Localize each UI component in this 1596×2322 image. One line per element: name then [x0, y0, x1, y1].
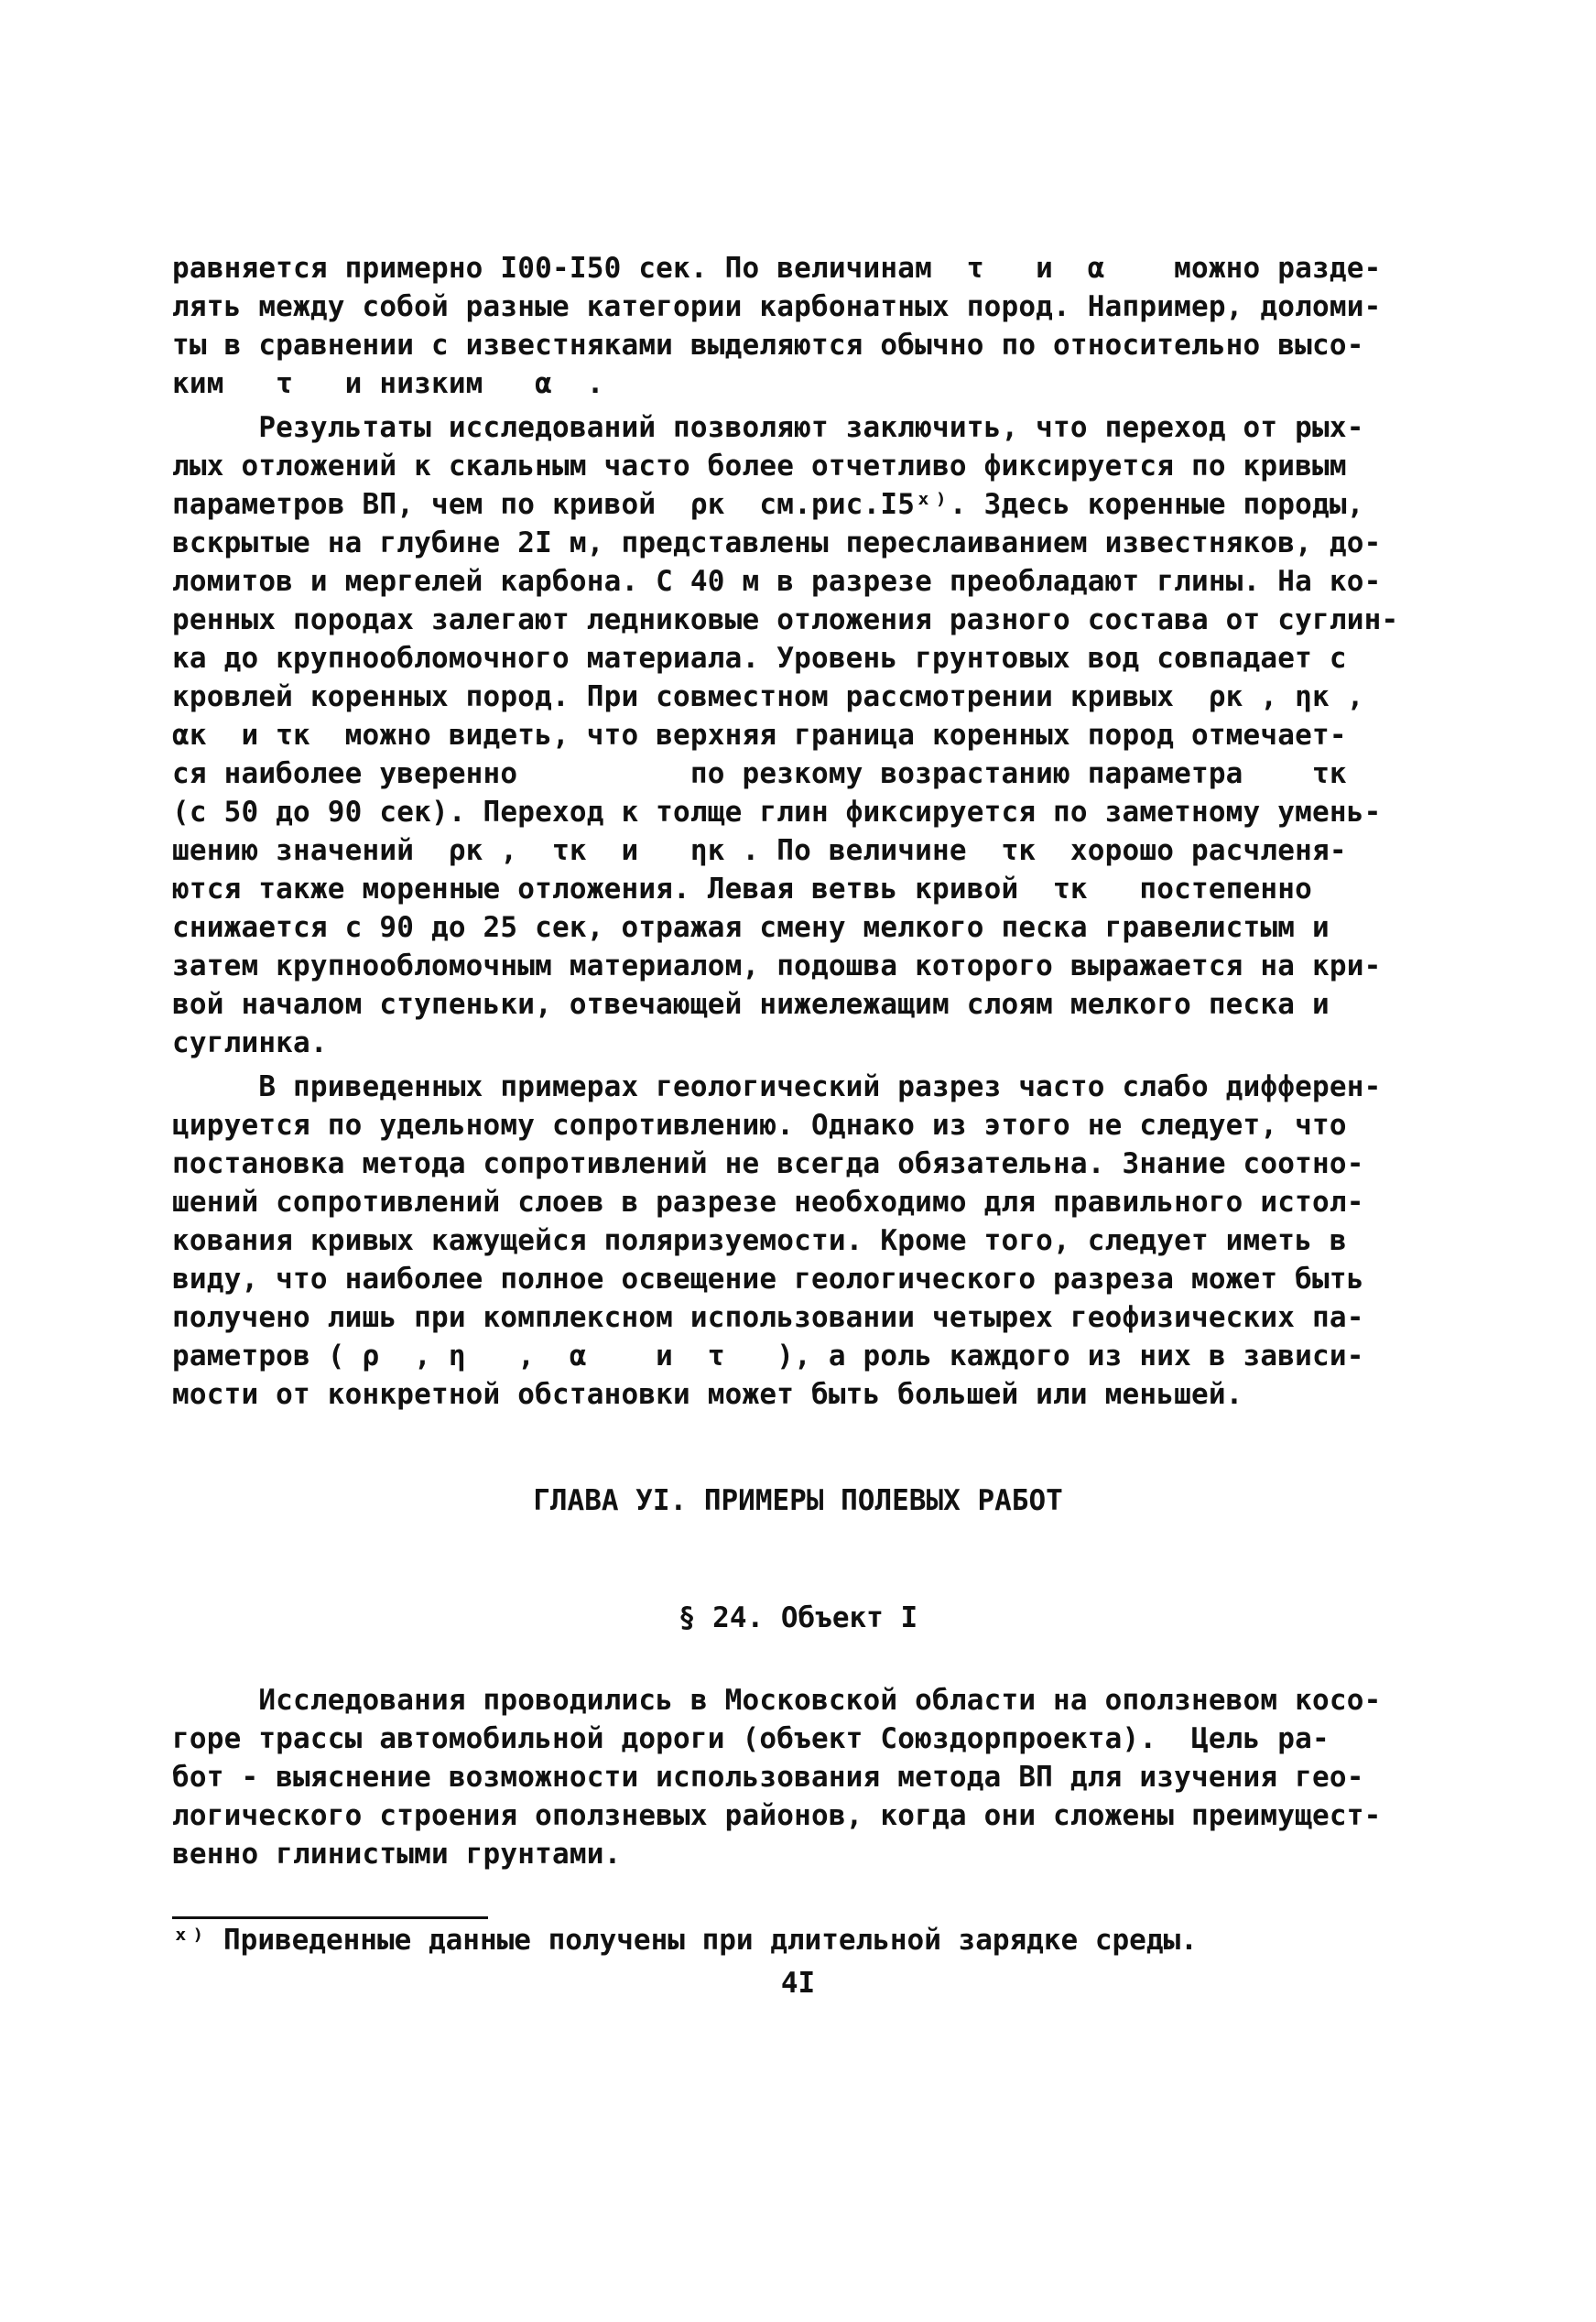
text-line: ся наиболее уверенно по резкому возрастанию параметра τк: [172, 757, 1347, 790]
text-line: кования кривых кажущейся поляризуемости. Кроме того, следует иметь в: [172, 1224, 1347, 1257]
text-line: ким τ и низким α .: [172, 367, 604, 400]
text-line: Результаты исследований позволяют заключить, что переход от рых-: [172, 411, 1364, 444]
text-line: равняется примерно I00-I50 сек. По величинам τ и α можно разде-: [172, 252, 1382, 285]
text-line: цируется по удельному сопротивлению. Однако из этого не следует, что: [172, 1109, 1347, 1142]
text-line: шений сопротивлений слоев в разрезе необходимо для правильного истол-: [172, 1186, 1364, 1219]
text-line: Исследования проводились в Московской области на оползневом косо-: [172, 1684, 1382, 1717]
text-line: вой началом ступеньки, отвечающей нижележащим слоям мелкого песка и: [172, 988, 1330, 1021]
text-line: постановка метода сопротивлений не всегда обязательна. Знание соотно-: [172, 1147, 1364, 1180]
text-line: горе трассы автомобильной дороги (объект Союздорпроекта). Цель ра-: [172, 1722, 1330, 1755]
text-line: ты в сравнении с известняками выделяются обычно по относительно высо-: [172, 329, 1364, 362]
text-line: (с 50 до 90 сек). Переход к толще глин фиксируется по заметному умень-: [172, 796, 1382, 829]
text-line: мости от конкретной обстановки может быть большей или меньшей.: [172, 1378, 1243, 1411]
text-line: шению значений ρк , τк и ηк . По величине τк хорошо расчленя-: [172, 834, 1347, 867]
text-line: затем крупнообломочным материалом, подошва которого выражается на кри-: [172, 949, 1382, 982]
text-line: ломитов и мергелей карбона. С 40 м в разрезе преобладают глины. На ко-: [172, 565, 1382, 598]
text-line: виду, что наиболее полное освещение геологического разреза может быть: [172, 1263, 1364, 1296]
text-line: логического строения оползневых районов, когда они сложены преимущест-: [172, 1799, 1382, 1832]
text-line: В приведенных примерах геологический разрез часто слабо дифферен-: [172, 1070, 1382, 1103]
text-line: кровлей коренных пород. При совместном рассмотрении кривых ρк , ηк ,: [172, 680, 1364, 713]
section-heading: § 24. Объект I: [678, 1601, 918, 1634]
text-line: ка до крупнообломочного материала. Уровень грунтовых вод совпадает с: [172, 642, 1347, 675]
text-line: суглинка.: [172, 1026, 328, 1059]
text-line: венно глинистыми грунтами.: [172, 1838, 622, 1871]
footnote-divider: [172, 1916, 488, 1919]
page-number: 4I: [780, 1967, 816, 2000]
chapter-heading: ГЛАВА УI. ПРИМЕРЫ ПОЛЕВЫХ РАБОТ: [533, 1484, 1063, 1517]
text-line: вскрытые на глубине 2I м, представлены переслаиванием известняков, до-: [172, 526, 1382, 559]
text-line: ренных породах залегают ледниковые отложения разного состава от суглин-: [172, 603, 1399, 636]
text-line: ются также моренные отложения. Левая ветвь кривой τк постепенно: [172, 873, 1312, 906]
text-line: раметров ( ρ , η , α и τ ), а роль каждого из них в зависи-: [172, 1340, 1364, 1373]
text-line: бот - выяснение возможности использования метода ВП для изучения гео-: [172, 1761, 1364, 1794]
text-line: параметров ВП, чем по кривой ρк см.рис.I5ˣ⁾. Здесь коренные породы,: [172, 488, 1364, 521]
text-line: лых отложений к скальным часто более отчетливо фиксируется по кривым: [172, 450, 1347, 483]
footnote: ˣ⁾ Приведенные данные получены при длительной зарядке среды.: [172, 1924, 1198, 1957]
text-line: снижается с 90 до 25 сек, отражая смену мелкого песка гравелистым и: [172, 911, 1330, 944]
text-line: лять между собой разные категории карбонатных пород. Например, доломи-: [172, 290, 1382, 323]
text-line: αк и τк можно видеть, что верхняя граница коренных пород отмечает-: [172, 719, 1347, 752]
text-line: получено лишь при комплексном использовании четырех геофизических па-: [172, 1301, 1364, 1334]
